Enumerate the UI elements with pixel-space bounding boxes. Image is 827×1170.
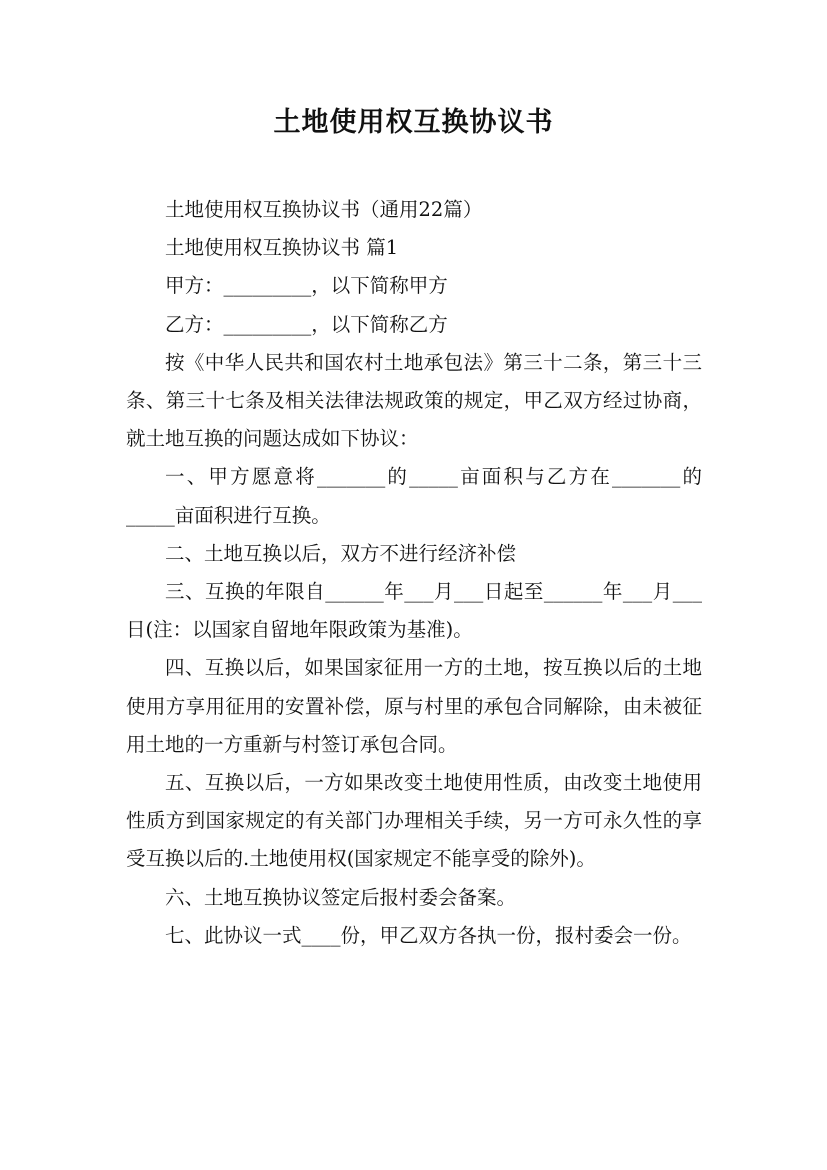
paragraph-clause-5: 五、互换以后，一方如果改变土地使用性质，由改变土地使用性质方到国家规定的有关部门办理相关手续，另一方可永久性的享受互换以后的.土地使用权(国家规定不能享受的除外)。: [126, 771, 702, 871]
paragraph-subtitle: 土地使用权互换协议书（通用22篇）: [165, 198, 483, 221]
paragraph-party-a: 甲方：_________，以下简称甲方: [165, 274, 448, 298]
paragraph-clause-2: 二、土地互换以后，双方不进行经济补偿: [165, 541, 517, 565]
paragraph-clause-1: 一、甲方愿意将_______的_____亩面积与乙方在_______的_____亩面积进行互换。: [126, 465, 702, 527]
paragraph-clause-7: 七、此协议一式____份，甲乙双方各执一份，报村委会一份。: [165, 923, 692, 947]
paragraph-preamble: 按《中华人民共和国农村土地承包法》第三十二条，第三十三条、第三十七条及相关法律法规政策的规定，甲乙双方经过协商，就土地互换的问题达成如下协议：: [126, 350, 702, 451]
paragraph-clause-3: 三、互换的年限自______年___月___日起至______年___月___日(注：以国家自留地年限政策为基准)。: [126, 580, 702, 642]
document-body: [126, 191, 702, 955]
paragraph-clause-6: 六、土地互换协议签定后报村委会备案。: [165, 885, 517, 909]
paragraph-section-heading: 土地使用权互换协议书 篇1: [165, 236, 399, 260]
paragraph-clause-4: 四、互换以后，如果国家征用一方的土地，按互换以后的土地使用方享用征用的安置补偿，原与村里的承包合同解除，由未被征用土地的一方重新与村签订承包合同。: [126, 656, 702, 756]
document-title: 土地使用权互换协议书: [273, 107, 554, 138]
paragraph-party-b: 乙方：_________，以下简称乙方: [165, 312, 448, 336]
